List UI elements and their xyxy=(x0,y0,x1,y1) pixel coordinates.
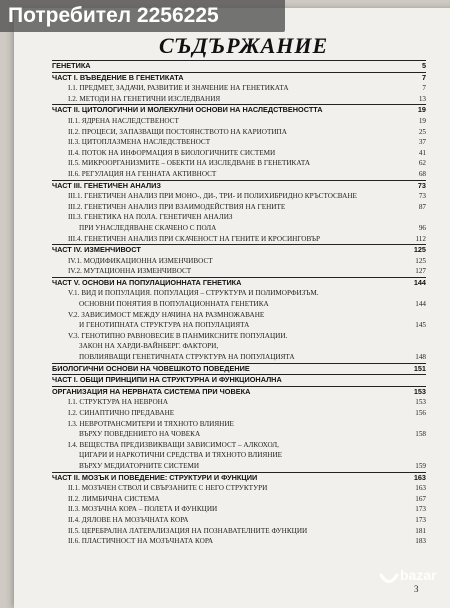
table-of-contents xyxy=(52,60,426,547)
toc-entry xyxy=(52,191,426,202)
toc-entry-title: II.4. ДЯЛОВЕ НА МОЗЪЧНАТА КОРА xyxy=(68,515,189,524)
toc-entry-title: ПРИ УНАСЛЕДЯВАНЕ СКАЧЕНО С ПОЛА xyxy=(79,223,217,232)
toc-entry xyxy=(52,408,426,419)
toc-entry xyxy=(52,397,426,408)
toc-page-number: 73 xyxy=(418,192,426,201)
toc-entry-title: II.1. ЯДРЕНА НАСЛЕДСТВЕНОСТ xyxy=(68,116,179,125)
toc-entry-title: ОРГАНИЗАЦИЯ НА НЕРВНАТА СИСТЕМА ПРИ ЧОВЕКА xyxy=(52,386,251,396)
toc-entry xyxy=(52,256,426,267)
toc-entry-title: ЧАСТ I. ВЪВЕДЕНИЕ В ГЕНЕТИКАТА xyxy=(52,72,184,82)
toc-entry xyxy=(52,331,426,342)
toc-page-number: 19 xyxy=(418,116,426,125)
toc-entry-title: ВЪРХУ ПОВЕДЕНИЕТО НА ЧОВЕКА xyxy=(79,430,201,439)
toc-entry-title: II.3. МОЗЪЧНА КОРА – ПОЛЕТА И ФУНКЦИИ xyxy=(68,505,218,514)
toc-entry-title: III.2. ГЕНЕТИЧЕН АНАЛИЗ ПРИ ВЗАИМОДЕЙСТВИЯ НА ГЕНИТЕ xyxy=(68,202,286,211)
toc-entry xyxy=(52,504,426,515)
site-watermark xyxy=(378,560,437,594)
toc-entry xyxy=(52,419,426,430)
toc-entry xyxy=(52,429,426,440)
toc-entry xyxy=(52,515,426,526)
toc-entry-title: И ГЕНОТИПНАТА СТРУКТУРА НА ПОПУЛАЦИЯТА xyxy=(79,321,250,330)
toc-page-number: 163 xyxy=(413,472,426,482)
toc-entry-title: I.2. СИНАПТИЧНО ПРЕДАВАНЕ xyxy=(68,409,175,417)
toc-page-number: 173 xyxy=(415,505,426,514)
toc-page-number: 148 xyxy=(415,353,426,362)
toc-entry xyxy=(52,320,426,331)
toc-entry xyxy=(52,169,426,180)
page-title: СЪДЪРЖАНИЕ xyxy=(159,33,329,58)
toc-entry xyxy=(52,116,426,127)
toc-page-number: 13 xyxy=(418,94,426,103)
toc-entry-title: ЧАСТ III. ГЕНЕТИЧЕН АНАЛИЗ xyxy=(52,180,161,190)
toc-entry-title: II.3. ЦИТОПЛАЗМЕНА НАСЛЕДСТВЕНОСТ xyxy=(68,138,211,147)
page-number: 3 xyxy=(414,584,419,594)
toc-entry-title: II.6. ПЛАСТИЧНОСТ НА МОЗЪЧНАТА КОРА xyxy=(68,537,214,546)
toc-page-number: 181 xyxy=(415,526,426,535)
seller-username: Потребител 2256225 xyxy=(8,4,219,27)
toc-entry-title: ЧАСТ V. ОСНОВИ НА ПОПУЛАЦИОННАТА ГЕНЕТИКА xyxy=(52,277,242,287)
toc-page-number: 73 xyxy=(417,180,426,190)
toc-entry-title: ЧАСТ II. ЦИТОЛОГИЧНИ И МОЛЕКУЛНИ ОСНОВИ НА НАСЛЕДСТВЕНОСТТА xyxy=(52,105,323,115)
toc-part-heading xyxy=(52,61,426,72)
toc-entry-title: I.3. НЕВРОТРАНСМИТЕРИ И ТЯХНОТО ВЛИЯНИЕ xyxy=(68,419,234,428)
toc-entry xyxy=(52,234,426,245)
toc-entry-title: ЗАКОН НА ХАРДИ-ВАЙНБЕРГ. ФАКТОРИ, xyxy=(79,342,219,351)
toc-page-number: 7 xyxy=(422,84,426,93)
toc-page-number: 127 xyxy=(415,267,426,276)
toc-part-heading xyxy=(52,181,426,192)
toc-entry-title: II.2. ЛИМБИЧНА СИСТЕМА xyxy=(68,494,160,503)
toc-page-number: 125 xyxy=(415,256,426,265)
toc-page-number: 37 xyxy=(418,138,426,147)
toc-entry-title: ЧАСТ IV. ИЗМЕНЧИВОСТ xyxy=(52,245,141,255)
toc-entry xyxy=(52,352,426,363)
toc-entry xyxy=(52,526,426,537)
toc-page-number: 19 xyxy=(417,105,426,115)
toc-entry xyxy=(52,536,426,547)
toc-entry-title: I.2. МЕТОДИ НА ГЕНЕТИЧНИ ИЗСЛЕДВАНИЯ xyxy=(68,94,221,103)
toc-entry-title: II.4. ПОТОК НА ИНФОРМАЦИЯ В БИОЛОГИЧНИТЕ СИСТЕМИ xyxy=(68,148,276,157)
toc-page-number: 112 xyxy=(415,234,426,243)
toc-part-heading xyxy=(52,278,426,289)
watermark-text: bazar xyxy=(400,567,437,583)
toc-page-number: 163 xyxy=(415,484,426,493)
toc-entry-title: I.1. СТРУКТУРА НА НЕВРОНА xyxy=(68,398,169,407)
toc-page-number: 7 xyxy=(421,72,426,82)
toc-entry-title: ГЕНЕТИКА xyxy=(52,61,91,70)
toc-entry xyxy=(52,310,426,321)
toc-part-heading xyxy=(52,375,426,386)
toc-page-number: 183 xyxy=(415,537,426,546)
toc-entry xyxy=(52,158,426,169)
toc-page-number: 87 xyxy=(418,202,426,211)
toc-entry-title: I.4. ВЕЩЕСТВА ПРЕДИЗВИКВАЩИ ЗАВИСИМОСТ – АЛКОХОЛ, xyxy=(68,440,279,449)
toc-entry-title: ЧАСТ II. МОЗЪК И ПОВЕДЕНИЕ: СТРУКТУРИ И ФУНКЦИИ xyxy=(52,472,258,482)
toc-page-number: 144 xyxy=(413,277,426,287)
toc-entry xyxy=(52,127,426,138)
toc-entry xyxy=(52,288,426,299)
toc-entry xyxy=(52,148,426,159)
toc-entry-title: IV.1. МОДИФИКАЦИОННА ИЗМЕНЧИВОСТ xyxy=(68,256,213,265)
toc-entry-title: ПОВЛИЯВАЩИ ГЕНЕТИЧНАТА СТРУКТУРА НА ПОПУЛАЦИЯТА xyxy=(79,353,295,362)
toc-entry xyxy=(52,461,426,472)
toc-part-heading xyxy=(52,245,426,256)
toc-page-number: 153 xyxy=(415,398,426,407)
toc-part-heading xyxy=(52,473,426,484)
toc-entry xyxy=(52,440,426,451)
toc-entry xyxy=(52,299,426,310)
toc-page-number: 25 xyxy=(418,127,426,136)
toc-page-number: 144 xyxy=(415,300,426,309)
toc-entry-title: V.3. ГЕНОТИПНО РАВНОВЕСИЕ В ПАНМИКСНИТЕ ПОПУЛАЦИИ. xyxy=(68,331,288,340)
toc-page-number: 96 xyxy=(418,223,426,232)
toc-part-heading xyxy=(52,364,426,375)
toc-page-number: 145 xyxy=(415,321,426,330)
seller-username-overlay[interactable] xyxy=(0,0,285,32)
toc-entry xyxy=(52,450,426,461)
toc-entry-title: III.3. ГЕНЕТИКА НА ПОЛА. ГЕНЕТИЧЕН АНАЛИЗ xyxy=(68,213,233,222)
toc-entry-title: II.5. МИКРООРГАНИЗМИТЕ – ОБЕКТИ НА ИЗСЛЕДВАНЕ В ГЕНЕТИКАТА xyxy=(68,159,311,168)
toc-entry-title: IV.2. МУТАЦИОННА ИЗМЕНЧИВОСТ xyxy=(68,267,192,276)
toc-page-number: 167 xyxy=(415,494,426,503)
toc-entry xyxy=(52,94,426,105)
toc-page-number: 173 xyxy=(415,515,426,524)
toc-entry xyxy=(52,83,426,94)
toc-entry xyxy=(52,223,426,234)
smile-logo-icon xyxy=(378,566,400,588)
toc-entry-title: II.6. РЕГУЛАЦИЯ НА ГЕННАТА АКТИВНОСТ xyxy=(68,169,217,178)
toc-entry-title: I.1. ПРЕДМЕТ, ЗАДАЧИ, РАЗВИТИЕ И ЗНАЧЕНИЕ НА ГЕНЕТИКАТА xyxy=(68,84,289,93)
toc-page-number: 62 xyxy=(418,159,426,168)
toc-page-number: 5 xyxy=(421,61,426,70)
toc-entry-title: III.4. ГЕНЕТИЧЕН АНАЛИЗ ПРИ СКАЧЕНОСТ НА ГЕНИТЕ И КРОСИНГОВЪР xyxy=(68,234,320,243)
toc-entry xyxy=(52,341,426,352)
toc-entry xyxy=(52,212,426,223)
toc-entry-title: ВЪРХУ МЕДИАТОРНИТЕ СИСТЕМИ xyxy=(79,461,200,470)
toc-entry-title: II.2. ПРОЦЕСИ, ЗАПАЗВАЩИ ПОСТОЯНСТВОТО НА КАРИОТИПА xyxy=(68,127,287,136)
toc-entry xyxy=(52,202,426,213)
toc-page-number: 125 xyxy=(413,245,426,255)
toc-entry xyxy=(52,137,426,148)
toc-entry-title: II.1. МОЗЪЧЕН СТВОЛ И СВЪРЗАНИТЕ С НЕГО СТРУКТУРИ xyxy=(68,484,268,493)
toc-entry-title: III.1. ГЕНЕТИЧЕН АНАЛИЗ ПРИ МОНО-, ДИ-, ТРИ- И ПОЛИХИБРИДНО КРЪСТОСВАНЕ xyxy=(68,192,357,201)
toc-entry-title: II.5. ЦЕРЕБРАЛНА ЛАТЕРАЛИЗАЦИЯ НА ПОЗНАВАТЕЛНИТЕ ФУНКЦИИ xyxy=(68,526,308,535)
toc-entry-title: ОСНОВНИ ПОНЯТИЯ В ПОПУЛАЦИОННАТА ГЕНЕТИКА xyxy=(79,300,269,309)
toc-entry-title: БИОЛОГИЧНИ ОСНОВИ НА ЧОВЕШКОТО ПОВЕДЕНИЕ xyxy=(52,363,250,373)
toc-page-number: 159 xyxy=(415,461,426,470)
toc-entry xyxy=(52,494,426,505)
toc-entry-title: V.1. ВИД И ПОПУЛАЦИЯ. ПОПУЛАЦИЯ – СТРУКТУРА И ПОЛИМОРФИЗЪМ. xyxy=(68,289,319,298)
toc-entry xyxy=(52,483,426,494)
toc-part-heading xyxy=(52,73,426,84)
toc-entry-title: ЦИГАРИ И НАРКОТИЧНИ СРЕДСТВА И ТЯХНОТО ВЛИЯНИЕ xyxy=(79,451,283,460)
toc-page-number: 156 xyxy=(415,409,426,417)
book-page xyxy=(14,8,450,608)
toc-page-number: 151 xyxy=(413,363,426,373)
toc-entry-title: ЧАСТ I. ОБЩИ ПРИНЦИПИ НА СТРУКТУРНА И ФУНКЦИОНАЛНА xyxy=(52,375,282,385)
toc-page-number: 68 xyxy=(418,169,426,178)
toc-part-heading xyxy=(52,387,426,398)
toc-entry-title: V.2. ЗАВИСИМОСТ МЕЖДУ НАЧИНА НА РАЗМНОЖАВАНЕ xyxy=(68,310,265,319)
toc-entry xyxy=(52,266,426,277)
toc-page-number: 41 xyxy=(418,148,426,157)
toc-page-number: 158 xyxy=(415,430,426,439)
toc-part-heading xyxy=(52,105,426,116)
toc-page-number: 153 xyxy=(413,386,426,396)
